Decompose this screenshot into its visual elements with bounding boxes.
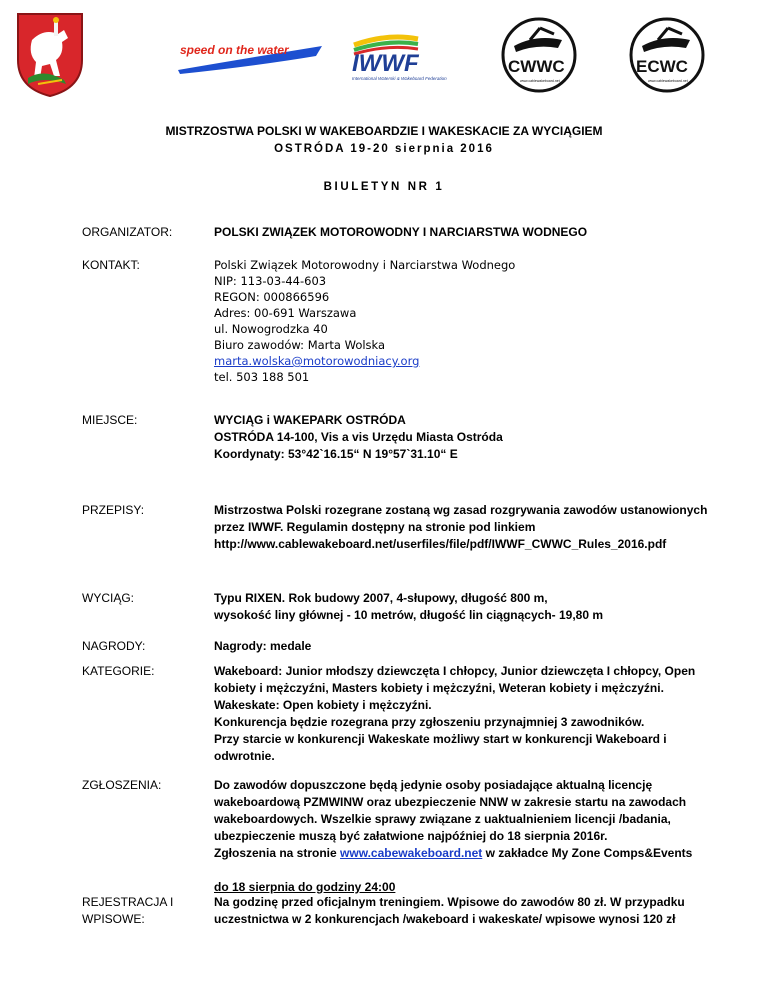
- kontakt-line: Polski Związek Motorowodny i Narciarstwa Wodnego: [214, 258, 516, 272]
- przepisy-line: Mistrzostwa Polski rozegrane zostaną wg zasad rozgrywania zawodów ustanowionych: [214, 503, 708, 517]
- zgloszenia-line: wakeboardową PZMWINW oraz ubezpieczenie NNW w zakresie startu na zawodach: [214, 795, 687, 809]
- sotw-text: speed on the water: [180, 43, 289, 57]
- miejsce-line: WYCIĄG i WAKEPARK OSTRÓDA: [214, 413, 406, 427]
- miejsce-value: [214, 412, 754, 463]
- kontakt-line: ul. Nowogrodzka 40: [214, 322, 328, 336]
- miejsce-label: MIEJSCE:: [82, 413, 138, 427]
- wyciag-label: WYCIĄG:: [82, 591, 135, 605]
- kategorie-line: odwrotnie.: [214, 749, 275, 763]
- kategorie-value: [214, 663, 754, 765]
- kontakt-email-link[interactable]: marta.wolska@motorowodniacy.org: [214, 354, 420, 368]
- kontakt-line: Biuro zawodów: Marta Wolska: [214, 338, 386, 352]
- wyciag-value: [214, 590, 754, 624]
- cwwc-logo: [500, 16, 578, 94]
- rejestracja-label: [82, 894, 212, 928]
- przepisy-line: przez IWWF. Regulamin dostępny na stronie pod linkiem: [214, 520, 536, 534]
- kategorie-label: KATEGORIE:: [82, 664, 155, 678]
- kontakt-line: NIP: 113-03-44-603: [214, 274, 327, 288]
- zgloszenia-line: Do zawodów dopuszczone będą jedynie osoby posiadające aktualną licencję: [214, 778, 653, 792]
- registration-site-link[interactable]: www.cabewakeboard.net: [340, 846, 483, 860]
- zgloszenia-line: ubezpieczenie muszą być załatwione najpóźniej do 18 sierpnia 2016r.: [214, 829, 608, 843]
- kategorie-line: Konkurencja będzie rozegrana przy zgłoszeniu przynajmniej 3 zawodników.: [214, 715, 645, 729]
- ecwc-text: ECWC: [636, 57, 688, 76]
- kategorie-line: Wakeskate: Open kobiety i mężczyźni.: [214, 698, 432, 712]
- iwwf-subtitle: International Waterski & Wakeboard Federation: [352, 76, 447, 81]
- bulletin-number: BIULETYN NR 1: [323, 181, 445, 193]
- rejestracja-label-line: REJESTRACJA I: [82, 895, 174, 909]
- kontakt-line: REGON: 000866596: [214, 290, 330, 304]
- ecwc-site-text: www.cablewakeboard.net: [648, 79, 688, 83]
- zgloszenia-label: ZGŁOSZENIA:: [82, 778, 162, 792]
- wyciag-line: Typu RIXEN. Rok budowy 2007, 4-słupowy, długość 800 m,: [214, 591, 548, 605]
- nagrody-label: NAGRODY:: [82, 639, 146, 653]
- logo-strip: [0, 0, 768, 105]
- zgloszenia-line-last: [214, 845, 754, 862]
- ecwc-logo: [628, 16, 706, 94]
- miejsce-line: Koordynaty: 53°42`16.15“ N 19°57`31.10“ E: [214, 447, 458, 461]
- kategorie-line: Przy starcie w konkurencji Wakeskate możliwy start w konkurencji Wakeboard i: [214, 732, 667, 746]
- cwwc-text: CWWC: [508, 57, 565, 76]
- wyciag-line: wysokość liny głównej - 10 metrów, długość lin ciągnących- 19,80 m: [214, 608, 604, 622]
- rejestracja-value: [214, 894, 754, 928]
- kontakt-label: KONTAKT:: [82, 258, 140, 272]
- speed-on-the-water-logo: [176, 40, 324, 76]
- zgloszenia-value: [214, 777, 754, 896]
- nagrody-value: Nagrody: medale: [214, 639, 312, 653]
- kategorie-line: Wakeboard: Junior młodszy dziewczęta I chłopcy, Junior dziewczęta I chłopcy, Open: [214, 664, 696, 678]
- kategorie-line: kobiety i mężczyźni, Masters kobiety i mężczyźni, Weteran kobiety i mężczyźni.: [214, 681, 664, 695]
- organizator-label: ORGANIZATOR:: [82, 225, 173, 239]
- document-title: MISTRZOSTWA POLSKI W WAKEBOARDZIE I WAKESKACIE ZA WYCIĄGIEM: [165, 124, 603, 138]
- kontakt-value: [214, 257, 754, 385]
- iwwf-logo: [348, 33, 466, 83]
- ostroda-coat-of-arms-logo: [14, 10, 86, 98]
- zgloszenia-prefix: Zgłoszenia na stronie: [214, 846, 341, 860]
- document-subtitle: OSTRÓDA 19-20 sierpnia 2016: [274, 143, 494, 155]
- zgloszenia-suffix: w zakładce My Zone Comps&Events: [482, 846, 693, 860]
- rejestracja-line: Na godzinę przed oficjalnym treningiem. Wpisowe do zawodów 80 zł. W przypadku: [214, 895, 685, 909]
- cwwc-site-text: www.cablewakeboard.net: [520, 79, 560, 83]
- zgloszenia-line: wakeboardowych. Wszelkie sprawy związane z uaktualnieniem licencji /badania,: [214, 812, 671, 826]
- przepisy-value: [214, 502, 754, 553]
- organizator-value: POLSKI ZWIĄZEK MOTOROWODNY I NARCIARSTWA WODNEGO: [214, 225, 588, 239]
- kontakt-line: Adres: 00-691 Warszawa: [214, 306, 357, 320]
- przepisy-label: PRZEPISY:: [82, 503, 145, 517]
- kontakt-phone: tel. 503 188 501: [214, 370, 310, 384]
- rules-url: http://www.cablewakeboard.net/userfiles/file/pdf/IWWF_CWWC_Rules_2016.pdf: [214, 537, 667, 551]
- miejsce-line: OSTRÓDA 14-100, Vis a vis Urzędu Miasta Ostróda: [214, 430, 503, 444]
- iwwf-text: IWWF: [352, 50, 419, 77]
- rejestracja-label-line: WPISOWE:: [82, 912, 145, 926]
- rejestracja-line: uczestnictwa w 2 konkurencjach /wakeboard i wakeskate/ wpisowe wynosi 120 zł: [214, 912, 676, 926]
- registration-deadline: do 18 sierpnia do godziny 24:00: [214, 880, 396, 894]
